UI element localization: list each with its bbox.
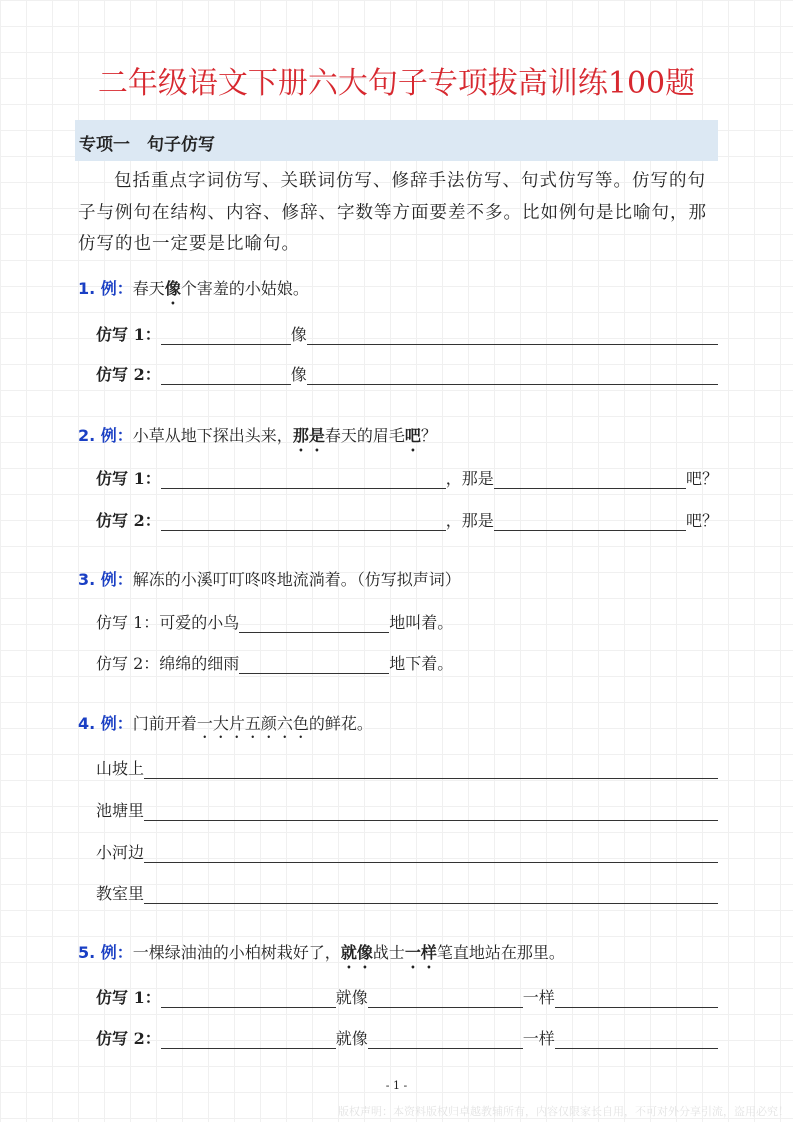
row-label: 教室里 [96,884,145,903]
row-label: 仿写 2： [96,365,161,384]
row-label: 仿写 2：绵绵的细雨 [96,654,240,673]
connector: 一样 [522,988,555,1007]
blank[interactable] [161,366,291,385]
connector: 地下着。 [389,654,454,673]
connector: 吧？ [685,469,718,488]
answer-row [96,798,718,821]
connector: 像 [290,325,307,344]
blank[interactable] [368,989,523,1008]
answer-row [96,1026,718,1049]
row-label: 仿写 1： [96,988,161,1007]
answer-row [96,881,718,904]
intro-paragraph: 包括重点字词仿写、关联词仿写、修辞手法仿写、句式仿写等。仿写的句子与例句在结构、内容、修辞、字数等方面要差不多。比如例句是比喻句，那仿写的也一定要是比喻句。 [78,171,707,254]
example-text: ？ [420,426,437,445]
row-label: 仿写 1： [96,469,161,488]
example-text: 门前开着 [132,714,197,733]
example-text: 小草从地下探出头来， [132,426,293,445]
row-label: 仿写 1：可爱的小鸟 [96,613,240,632]
connector: ，那是 [445,469,494,488]
row-label: 仿写 1： [96,325,161,344]
blank[interactable] [555,989,718,1008]
answer-row [96,610,453,633]
answer-row [96,985,718,1008]
example-text: 春天 [132,279,165,298]
question-4 [78,711,373,742]
answer-row [96,651,453,674]
blank[interactable] [239,655,389,674]
answer-row [96,840,718,863]
keyword: 一大片五颜六色 [196,714,309,733]
connector: ，那是 [445,511,494,530]
connector: 就像 [335,1029,368,1048]
answer-row [96,756,718,779]
question-2 [78,423,437,455]
example-text: 一棵绿油油的小柏树栽好了， [132,943,341,962]
example-text: 解冻的小溪叮叮咚咚地流淌着。（仿写拟声词） [132,570,461,589]
connector: 像 [290,365,307,384]
blank[interactable] [144,885,718,904]
answer-row [96,508,718,531]
row-label: 仿写 2： [96,1029,161,1048]
blank[interactable] [494,470,686,489]
example-text: 个害羞的小姑娘。 [180,279,309,298]
blank[interactable] [161,989,336,1008]
question-number: 1. 例： [78,279,133,298]
answer-row [96,362,718,385]
row-label: 仿写 2： [96,511,161,530]
blank[interactable] [307,326,718,345]
question-1 [78,276,309,308]
row-label: 小河边 [96,843,145,862]
question-3 [78,567,461,590]
row-label: 池塘里 [96,801,145,820]
keyword: 一样 [404,943,437,962]
answer-row [96,466,718,489]
connector: 一样 [522,1029,555,1048]
connector: 吧？ [685,511,718,530]
page-title: 二年级语文下册六大句子专项拔高训练100题 [97,66,696,101]
blank[interactable] [239,614,389,633]
keyword: 吧 [404,426,421,445]
blank[interactable] [494,512,686,531]
connector: 地叫着。 [389,613,454,632]
question-5 [78,940,565,972]
section-title: 专项一 句子仿写 [79,135,215,155]
question-number: 5. 例： [78,943,133,962]
blank[interactable] [161,470,446,489]
blank[interactable] [368,1030,523,1049]
question-number: 4. 例： [78,714,133,733]
connector: 就像 [335,988,368,1007]
blank[interactable] [161,326,291,345]
blank[interactable] [144,802,718,821]
keyword: 就像 [340,943,373,962]
question-number: 3. 例： [78,570,133,589]
example-text: 的鲜花。 [308,714,373,733]
question-number: 2. 例： [78,426,133,445]
blank[interactable] [161,512,446,531]
page-number: - 1 - [385,1079,408,1092]
blank[interactable] [144,760,718,779]
blank[interactable] [144,844,718,863]
blank[interactable] [307,366,718,385]
keyword: 那是 [292,426,325,445]
example-text: 春天的眉毛 [324,426,405,445]
blank[interactable] [161,1030,336,1049]
answer-row [96,322,718,345]
example-text: 战士 [372,943,405,962]
copyright-footer: 版权声明：本资料版权归卓越教辅所有，内容仅限家长自用，不可对外分享引流，盗用必究！ [338,1105,789,1118]
example-text: 笔直地站在那里。 [436,943,565,962]
keyword: 像 [164,279,181,298]
section-header [75,120,718,161]
row-label: 山坡上 [96,759,145,778]
blank[interactable] [555,1030,718,1049]
